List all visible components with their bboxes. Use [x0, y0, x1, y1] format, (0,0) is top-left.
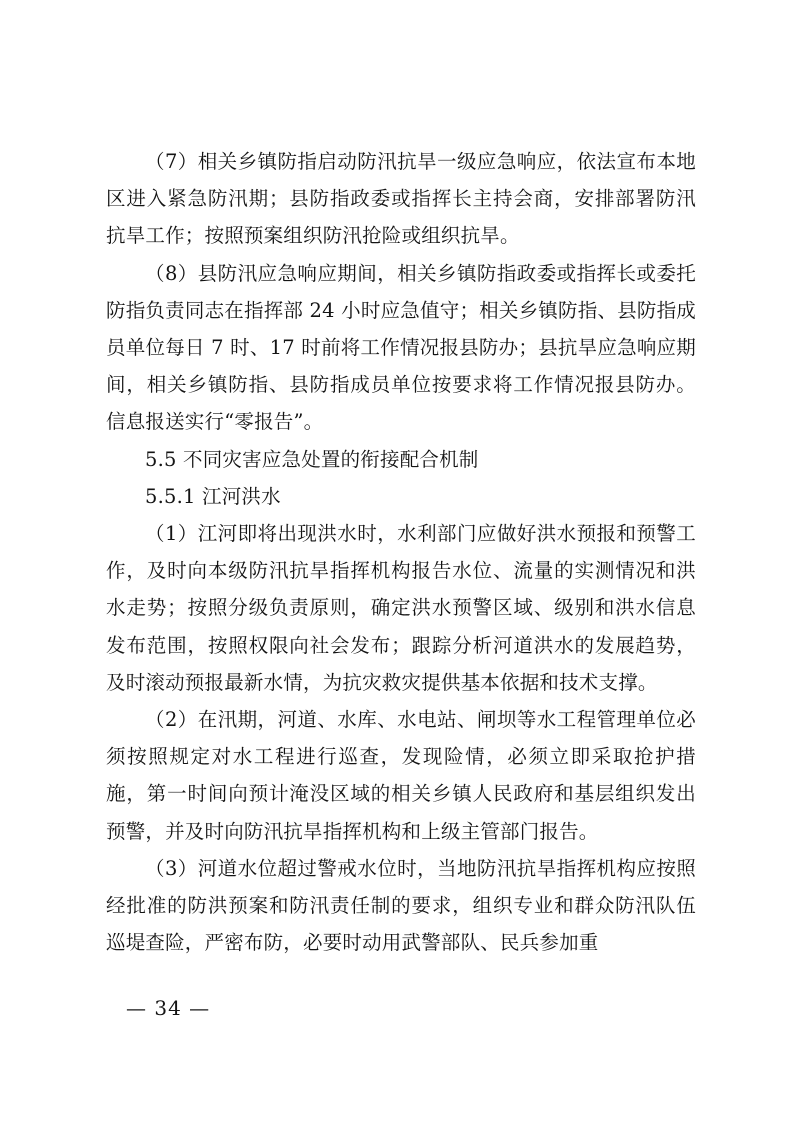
paragraph-item-8: （8）县防汛应急响应期间，相关乡镇防指政委或指挥长或委托防指负责同志在指挥部 24 小时应急值守；相关乡镇防指、县防指成员单位每日 7 时、17 时前将工作情况报县防办；县抗旱应急响应期间，相关乡镇防指、县防指成员单位按要求将工作情况报县防办。信息报送实行“零报告”。: [106, 261, 696, 434]
document-body: [106, 143, 696, 961]
section-heading: 5.5 不同灾害应急处置的衔接配合机制: [145, 447, 479, 471]
paragraph-item-3: （3）河道水位超过警戒水位时，当地防汛抗旱指挥机构应按照经批准的防洪预案和防汛责任制的要求，组织专业和群众防汛队伍巡堤查险，严密布防，必要时动用武警部队、民兵参加重: [106, 856, 696, 955]
paragraph-item-2: （2）在汛期，河道、水库、水电站、闸坝等水工程管理单位必须按照规定对水工程进行巡查，发现险情，必须立即采取抢护措施，第一时间向预计淹没区域的相关乡镇人民政府和基层组织发出预警，并及时向防汛抗旱指挥机构和上级主管部门报告。: [106, 708, 696, 843]
page-number: — 34 —: [126, 996, 211, 1020]
subsection-heading: 5.5.1 江河洪水: [145, 484, 281, 508]
paragraph-item-7: （7）相关乡镇防指启动防汛抗旱一级应急响应，依法宣布本地区进入紧急防汛期；县防指政委或指挥长主持会商，安排部署防汛抗旱工作；按照预案组织防汛抢险或组织抗旱。: [106, 150, 696, 248]
paragraph-item-1: （1）江河即将出现洪水时，水利部门应做好洪水预报和预警工作，及时向本级防汛抗旱指挥机构报告水位、流量的实测情况和洪水走势；按照分级负责原则，确定洪水预警区域、级别和洪水信息发布范围，按照权限向社会发布；跟踪分析河道洪水的发展趋势，及时滚动预报最新水情，为抗灾救灾提供基本依据和技术支撑。: [106, 522, 696, 694]
